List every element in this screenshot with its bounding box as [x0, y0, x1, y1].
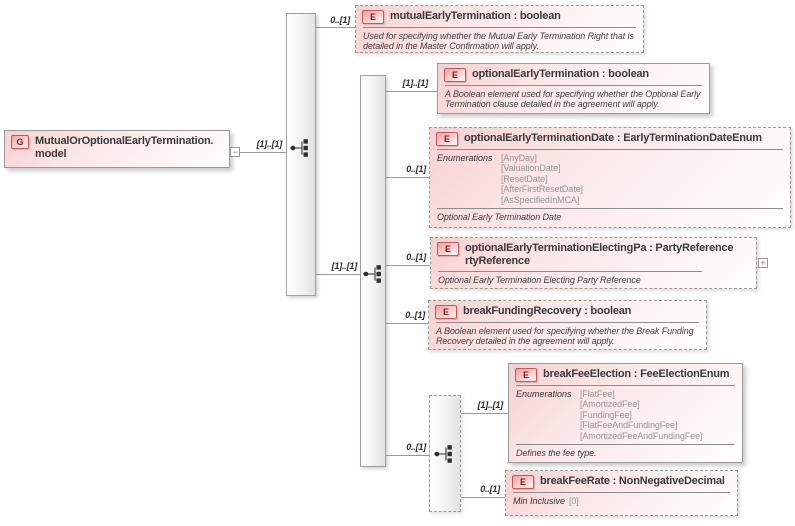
element-title: optionalEarlyTerminationDate : EarlyTerminationDateEnum [464, 132, 762, 144]
annotation: Used for specifying whether the Mutual Early Termination Right that is detailed in the Master Confirmation will apply. [363, 31, 634, 51]
enum-value: [FlatFeeAndFundingFee] [580, 420, 678, 431]
connector-seq2-breakfunding [386, 323, 428, 324]
connector-seq3-feerate [461, 497, 505, 498]
connector-seq1-mutual [316, 27, 355, 28]
element-icon: E [444, 68, 466, 82]
element-title: breakFeeElection : FeeElectionEnum [543, 368, 730, 380]
enum-value: [AmortizedFeeAndFundingFee] [580, 430, 703, 441]
expand-handle-icon[interactable]: + [758, 258, 768, 268]
group-icon: G [11, 135, 29, 149]
element-title: mutualEarlyTermination : boolean [390, 10, 561, 22]
facet-value: [0] [569, 496, 579, 506]
sequence-icon [433, 444, 459, 464]
connector-seq2-seq3 [386, 455, 429, 456]
element-mutualEarlyTermination[interactable] [355, 5, 644, 53]
cardinality-label: 0..[1] [330, 15, 350, 25]
enum-value: [AsSpecifiedInMCA] [501, 194, 580, 205]
annotation: Optional Early Termination Electing Party Reference [438, 275, 641, 285]
collapse-handle-icon[interactable]: − [230, 147, 240, 157]
element-icon: E [512, 475, 534, 489]
enum-value: [AmortizedFee] [580, 399, 640, 410]
sequence-icon [362, 264, 388, 284]
element-icon: E [515, 368, 537, 382]
element-breakFeeRate[interactable] [505, 470, 738, 516]
connector-seq3-feeelection [461, 413, 508, 414]
cardinality-label: 0..[1] [406, 442, 426, 452]
element-icon: E [435, 305, 457, 319]
enum-value: [AnyDay] [501, 153, 537, 163]
facet-label: Enumerations [437, 153, 493, 163]
min-inclusive-facet [506, 493, 737, 506]
group-title: MutualOrOptionalEarlyTermination. model [35, 135, 214, 160]
cardinality-label: 0..[1] [405, 310, 425, 320]
cardinality-label: 0..[1] [406, 252, 426, 262]
enum-value: [FundingFee] [580, 409, 632, 420]
annotation: Optional Early Termination Date [437, 212, 562, 223]
enum-value: [ResetDate] [501, 173, 548, 184]
enum-value: [AfterFirstResetDate] [501, 184, 583, 195]
enum-value: [ValuationDate] [501, 163, 561, 174]
annotation: Defines the fee type. [516, 448, 597, 459]
cardinality-label: 0..[1] [406, 164, 426, 174]
enumerations-facet [509, 386, 742, 441]
element-title: optionalEarlyTermination : boolean [472, 68, 649, 80]
group-mutualOrOptionalEarlyTermination-model[interactable] [4, 130, 230, 168]
cardinality-label: 0..[1] [480, 484, 500, 494]
sequence-icon [289, 138, 315, 158]
annotation: A Boolean element used for specifying whether the Break Funding Recovery detailed in the agreement will apply. [436, 326, 694, 346]
element-icon: E [437, 242, 459, 256]
element-title: optionalEarlyTerminationElectingPa : PartyReference rtyReference [465, 242, 734, 267]
enum-value: [FlatFee] [580, 389, 615, 399]
connector-root-seq1 [240, 152, 286, 153]
element-optionalEarlyTermination[interactable] [437, 63, 710, 114]
cardinality-label: [1]..[1] [402, 78, 428, 88]
element-optionalEarlyTerminationElectingPartyReference[interactable] [430, 237, 757, 289]
facet-label: Min Inclusive [513, 496, 566, 506]
connector-seq2-optional [386, 91, 437, 92]
element-optionalEarlyTerminationDate[interactable] [429, 127, 791, 228]
cardinality-label: [1]..[1] [477, 400, 503, 410]
element-icon: E [436, 132, 458, 146]
element-breakFeeElection[interactable] [508, 363, 743, 463]
connector-seq2-date [386, 177, 429, 178]
enumerations-facet [430, 150, 790, 205]
connector-seq1-seq2 [316, 274, 360, 275]
element-breakFundingRecovery[interactable] [428, 300, 707, 350]
cardinality-label: [1]..[1] [331, 261, 357, 271]
element-icon: E [362, 10, 384, 24]
element-title: breakFundingRecovery : boolean [463, 305, 632, 317]
facet-label: Enumerations [516, 389, 572, 399]
element-title: breakFeeRate : NonNegativeDecimal [540, 475, 725, 487]
connector-seq2-electing [386, 265, 430, 266]
cardinality-label: [1]..[1] [256, 139, 282, 149]
annotation: A Boolean element used for specifying whether the Optional Early Termination clause detailed in the agreement will apply. [445, 89, 701, 109]
